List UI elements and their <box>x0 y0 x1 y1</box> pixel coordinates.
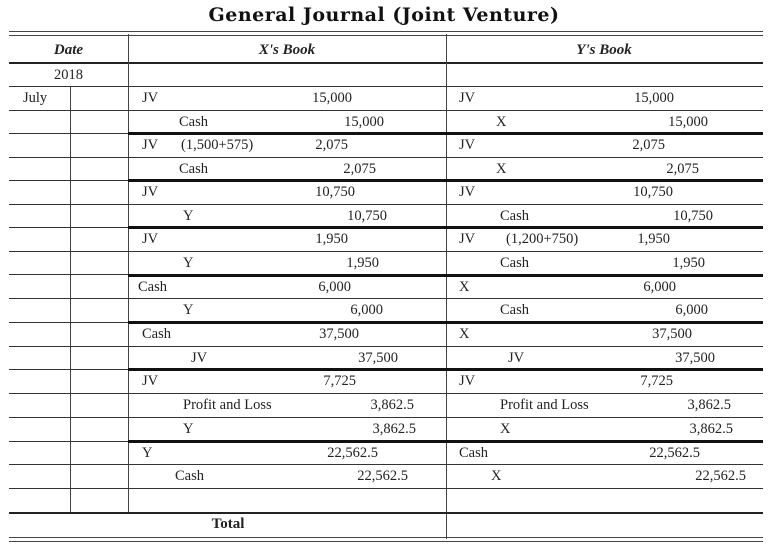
x-debit-amount: 15,000 <box>312 90 352 106</box>
y-credit-account: X <box>491 468 502 484</box>
x-credit-account: Y <box>183 255 194 271</box>
entry-separator <box>128 226 763 229</box>
y-credit-amount: 3,862.5 <box>687 397 731 413</box>
y-credit-account: JV <box>508 350 525 366</box>
row-rule <box>9 417 128 418</box>
row-rule <box>9 346 128 347</box>
x-debit-amount: 37,500 <box>319 326 359 342</box>
row-rule <box>128 86 763 87</box>
total-label: Total <box>211 516 245 532</box>
row-rule <box>128 204 763 205</box>
y-credit-account: Cash <box>500 255 529 271</box>
row-rule <box>128 346 763 347</box>
x-credit-account: JV <box>191 350 208 366</box>
y-credit-account: Cash <box>500 208 529 224</box>
row-rule <box>9 274 128 275</box>
x-credit-amount: 10,750 <box>347 208 387 224</box>
y-debit-account: JV <box>459 90 476 106</box>
x-credit-amount: 3,862.5 <box>370 397 414 413</box>
x-debit-amount: 1,950 <box>315 231 348 247</box>
y-credit-account: X <box>496 161 507 177</box>
top-double-rule <box>9 31 763 36</box>
row-rule <box>128 157 763 158</box>
entry-separator <box>128 132 763 135</box>
entry-separator <box>128 440 763 443</box>
x-credit-amount: 3,862.5 <box>372 421 416 437</box>
row-rule <box>128 110 763 111</box>
bottom-double-rule <box>9 537 763 542</box>
x-debit-account: JV <box>142 137 159 153</box>
row-rule <box>9 393 128 394</box>
y-debit-account: JV <box>459 137 476 153</box>
y-debit-amount: 1,950 <box>637 231 670 247</box>
x-credit-account: Y <box>183 208 194 224</box>
month-label: July <box>23 90 48 106</box>
row-rule <box>9 298 128 299</box>
y-credit-amount: 6,000 <box>675 302 708 318</box>
row-rule <box>9 322 128 323</box>
y-debit-amount: 7,725 <box>640 373 673 389</box>
x-debit-account: Y <box>142 445 153 461</box>
total-rule <box>9 512 763 514</box>
row-rule <box>9 464 128 465</box>
row-rule <box>128 488 763 489</box>
row-rule <box>128 417 763 418</box>
x-credit-amount: 6,000 <box>350 302 383 318</box>
x-credit-amount: 37,500 <box>358 350 398 366</box>
y-credit-amount: 37,500 <box>675 350 715 366</box>
x-debit-amount: 7,725 <box>323 373 356 389</box>
x-credit-amount: 2,075 <box>343 161 376 177</box>
row-rule <box>9 441 128 442</box>
row-rule <box>128 298 763 299</box>
y-credit-amount: 2,075 <box>666 161 699 177</box>
x-debit-amount: 2,075 <box>315 137 348 153</box>
row-rule <box>9 204 128 205</box>
x-debit-note: (1,500+575) <box>181 137 254 153</box>
date-subcol-divider <box>70 86 71 512</box>
x-debit-amount: 6,000 <box>318 279 351 295</box>
y-debit-amount: 10,750 <box>633 184 673 200</box>
x-credit-account: Profit and Loss <box>183 397 272 413</box>
y-debit-account: X <box>459 279 470 295</box>
x-credit-account: Cash <box>179 161 208 177</box>
x-credit-account: Cash <box>175 468 204 484</box>
entry-separator <box>128 179 763 182</box>
entry-separator <box>128 321 763 324</box>
y-debit-account: JV <box>459 184 476 200</box>
y-debit-amount: 37,500 <box>652 326 692 342</box>
y-debit-amount: 15,000 <box>634 90 674 106</box>
x-debit-account: Cash <box>142 326 171 342</box>
row-rule <box>9 110 128 111</box>
row-rule <box>128 393 763 394</box>
row-rule <box>9 227 128 228</box>
x-debit-account: JV <box>142 231 159 247</box>
x-debit-account: JV <box>142 184 159 200</box>
x-credit-amount: 1,950 <box>346 255 379 271</box>
x-debit-amount: 22,562.5 <box>327 445 378 461</box>
y-debit-account: JV <box>459 373 476 389</box>
x-credit-account: Y <box>183 421 194 437</box>
y-credit-amount: 3,862.5 <box>689 421 733 437</box>
row-rule <box>9 157 128 158</box>
row-rule <box>128 464 763 465</box>
row-rule <box>9 86 128 87</box>
y-credit-account: X <box>500 421 511 437</box>
header-y-book: Y's Book <box>576 42 632 58</box>
x-debit-account: JV <box>142 373 159 389</box>
y-debit-amount: 22,562.5 <box>649 445 700 461</box>
header-x-book: X's Book <box>258 42 316 58</box>
y-debit-note: (1,200+750) <box>506 231 579 247</box>
row-rule <box>9 251 128 252</box>
y-credit-account: Cash <box>500 302 529 318</box>
y-credit-amount: 10,750 <box>673 208 713 224</box>
y-debit-amount: 6,000 <box>643 279 676 295</box>
y-credit-account: Profit and Loss <box>500 397 589 413</box>
header-bottom-rule <box>9 62 763 64</box>
x-credit-account: Cash <box>179 114 208 130</box>
y-debit-account: Cash <box>459 445 488 461</box>
x-credit-account: Y <box>183 302 194 318</box>
x-debit-account: Cash <box>138 279 167 295</box>
y-credit-account: X <box>496 114 507 130</box>
row-rule <box>9 180 128 181</box>
y-debit-account: JV <box>459 231 476 247</box>
y-credit-amount: 1,950 <box>672 255 705 271</box>
entry-separator <box>128 274 763 277</box>
y-credit-amount: 22,562.5 <box>695 468 746 484</box>
x-debit-account: JV <box>142 90 159 106</box>
row-rule <box>9 133 128 134</box>
x-credit-amount: 15,000 <box>344 114 384 130</box>
y-debit-amount: 2,075 <box>632 137 665 153</box>
header-date: Date <box>53 42 84 58</box>
row-rule <box>9 488 128 489</box>
row-rule <box>128 251 763 252</box>
x-credit-amount: 22,562.5 <box>357 468 408 484</box>
entry-separator <box>128 368 763 371</box>
y-debit-account: X <box>459 326 470 342</box>
y-credit-amount: 15,000 <box>668 114 708 130</box>
x-debit-amount: 10,750 <box>315 184 355 200</box>
year-label: 2018 <box>54 67 83 83</box>
row-rule <box>9 369 128 370</box>
page-title: General Journal (Joint Venture) <box>208 4 560 26</box>
